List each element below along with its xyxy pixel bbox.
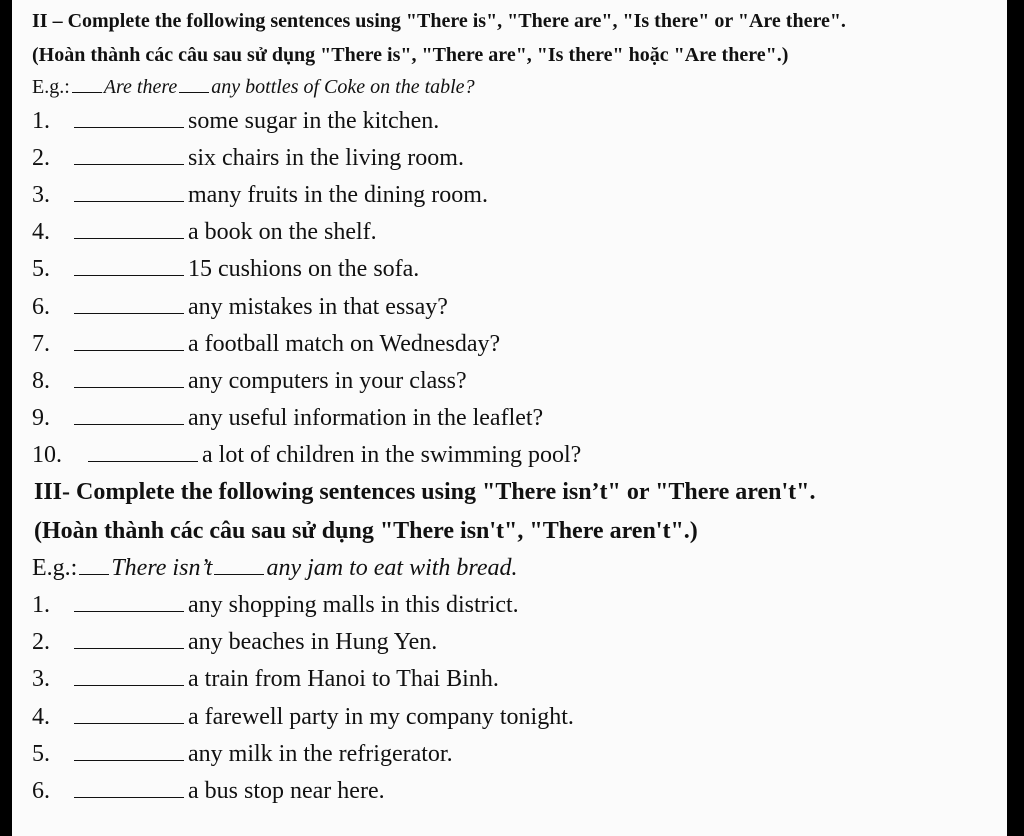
answer-blank[interactable] (74, 722, 184, 724)
answer-blank[interactable] (74, 126, 184, 128)
item-number: 2. (32, 629, 50, 655)
answer-blank[interactable] (74, 796, 184, 798)
answer-blank[interactable] (74, 163, 184, 165)
answer-blank[interactable] (74, 759, 184, 761)
section2-item-7 (32, 331, 500, 358)
answer-blank[interactable] (74, 610, 184, 612)
item-text: some sugar in the kitchen. (188, 108, 440, 134)
item-text: six chairs in the living room. (188, 145, 464, 171)
section2-item-3 (32, 182, 488, 209)
item-text: 15 cushions on the sofa. (188, 256, 420, 282)
section2-item-4 (32, 219, 377, 246)
item-number: 8. (32, 368, 50, 394)
section2-item-6 (32, 294, 448, 321)
section2-subtitle: (Hoàn thành các câu sau sử dụng "There is", "There are", "Is there" hoặc "Are there".) (32, 44, 789, 66)
item-number: 5. (32, 256, 50, 282)
answer-blank[interactable] (74, 312, 184, 314)
section3-item-6 (32, 778, 385, 805)
section2-example (32, 76, 475, 99)
item-text: any useful information in the leaflet? (188, 405, 544, 431)
example-answer: Are there (103, 76, 178, 98)
section3-item-4 (32, 704, 574, 731)
item-number: 5. (32, 741, 50, 767)
item-text: a bus stop near here. (188, 778, 385, 804)
section2-item-8 (32, 368, 467, 395)
example-blank-right (179, 91, 209, 93)
worksheet-page (12, 0, 1007, 836)
item-number: 7. (32, 331, 50, 357)
example-rest: any jam to eat with bread. (266, 555, 518, 581)
item-number: 4. (32, 704, 50, 730)
answer-blank[interactable] (74, 200, 184, 202)
answer-blank[interactable] (74, 349, 184, 351)
example-label: E.g.: (32, 555, 78, 581)
answer-blank[interactable] (74, 423, 184, 425)
item-text: a train from Hanoi to Thai Binh. (188, 666, 499, 692)
section3-item-5 (32, 741, 453, 768)
example-blank-right (214, 573, 264, 575)
section2-item-10 (32, 442, 581, 469)
item-number: 4. (32, 219, 50, 245)
section2-item-1 (32, 108, 439, 135)
item-number: 10. (32, 442, 62, 468)
item-text: a book on the shelf. (188, 219, 377, 245)
item-number: 3. (32, 182, 50, 208)
item-text: a football match on Wednesday? (188, 331, 501, 357)
answer-blank[interactable] (74, 274, 184, 276)
item-text: any computers in your class? (188, 368, 467, 394)
item-number: 6. (32, 778, 50, 804)
item-text: any shopping malls in this district. (188, 592, 519, 618)
item-number: 1. (32, 108, 50, 134)
answer-blank[interactable] (88, 460, 198, 462)
answer-blank[interactable] (74, 647, 184, 649)
answer-blank[interactable] (74, 684, 184, 686)
answer-blank[interactable] (74, 386, 184, 388)
section2-item-2 (32, 145, 464, 172)
item-number: 2. (32, 145, 50, 171)
item-number: 6. (32, 294, 50, 320)
section2-title: II – Complete the following sentences using "There is", "There are", "Is there" or "Are there". (32, 10, 846, 32)
section3-item-3 (32, 666, 499, 693)
example-answer: There isn’t (111, 555, 213, 581)
item-number: 9. (32, 405, 50, 431)
item-text: any milk in the refrigerator. (188, 741, 453, 767)
section2-item-5 (32, 256, 419, 283)
item-text: a lot of children in the swimming pool? (202, 442, 582, 468)
section3-subtitle: (Hoàn thành các câu sau sử dụng "There isn't", "There aren't".) (34, 518, 698, 544)
answer-blank[interactable] (74, 237, 184, 239)
example-blank-left (72, 91, 102, 93)
item-text: any beaches in Hung Yen. (188, 629, 438, 655)
item-text: any mistakes in that essay? (188, 294, 448, 320)
section3-example (32, 555, 518, 582)
example-label: E.g.: (32, 76, 70, 98)
section2-item-9 (32, 405, 543, 432)
section3-item-1 (32, 592, 519, 619)
item-text: many fruits in the dining room. (188, 182, 488, 208)
section3-title: III- Complete the following sentences using "There isn’t" or "There aren't". (34, 479, 816, 505)
section3-item-2 (32, 629, 437, 656)
example-rest: any bottles of Coke on the table? (211, 76, 475, 98)
example-blank-left (79, 573, 109, 575)
item-text: a farewell party in my company tonight. (188, 704, 574, 730)
item-number: 1. (32, 592, 50, 618)
item-number: 3. (32, 666, 50, 692)
